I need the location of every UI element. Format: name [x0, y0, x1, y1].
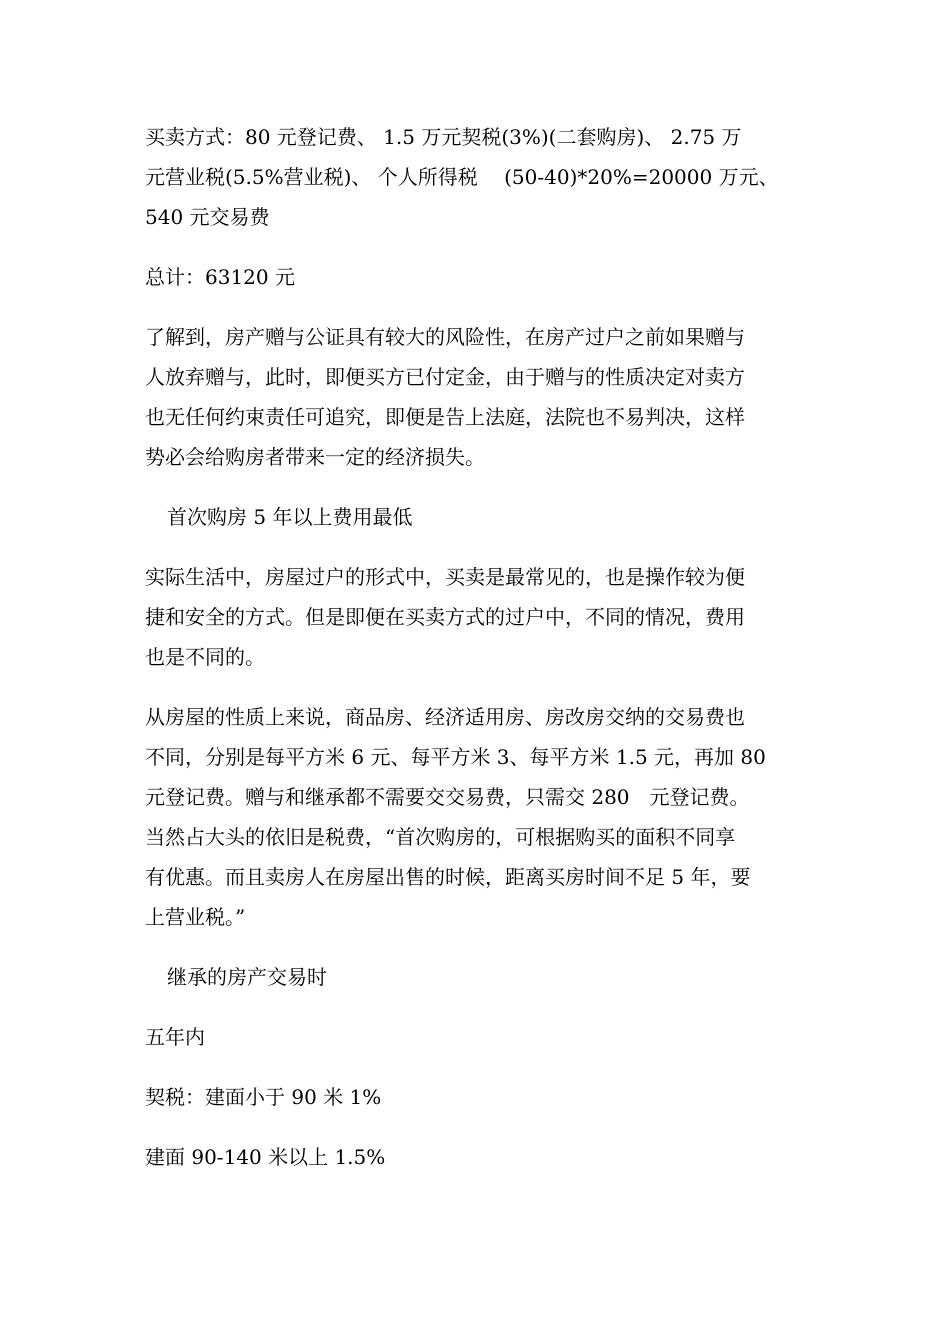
paragraph-gap [145, 1057, 815, 1077]
paragraph-gap [145, 997, 815, 1017]
body-line: 540 元交易费 [145, 205, 270, 229]
paragraph-gap [145, 477, 815, 497]
total-line: 总计：63120 元 [145, 265, 295, 289]
body-line: 势必会给购房者带来一定的经济损失。 [145, 445, 485, 469]
paragraph-gap [145, 677, 815, 697]
paragraph-gap [145, 537, 815, 557]
body-line: 元营业税(5.5%营业税)、 个人所得税 (50-40)*20%=20000 万元、 [145, 165, 779, 189]
body-line: 有优惠。而且卖房人在房屋出售的时候，距离买房时间不足 5 年，要 [145, 865, 751, 889]
paragraph-gap [145, 237, 815, 257]
body-line: 了解到，房产赠与公证具有较大的风险性，在房产过户之前如果赠与 [145, 325, 745, 349]
body-line: 五年内 [145, 1025, 205, 1049]
paragraph-gap [145, 297, 815, 317]
paragraph-gap [145, 937, 815, 957]
body-line: 实际生活中，房屋过户的形式中，买卖是最常见的，也是操作较为便 [145, 565, 745, 589]
section-heading: 首次购房 5 年以上费用最低 [167, 505, 413, 529]
body-line: 从房屋的性质上来说，商品房、经济适用房、房改房交纳的交易费也 [145, 705, 745, 729]
body-line: 买卖方式：80 元登记费、 1.5 万元契税(3%)(二套购房)、 2.75 万 [145, 125, 742, 149]
section-heading: 继承的房产交易时 [167, 965, 327, 989]
body-line: 契税：建面小于 90 米 1% [145, 1085, 382, 1109]
body-line: 建面 90-140 米以上 1.5% [145, 1145, 386, 1169]
document-body [145, 117, 815, 1177]
paragraph-gap [145, 1117, 815, 1137]
body-line: 人放弃赠与，此时，即便买方已付定金，由于赠与的性质决定对卖方 [145, 365, 745, 389]
body-line: 捷和安全的方式。但是即便在买卖方式的过户中，不同的情况，费用 [145, 605, 745, 629]
body-line: 元登记费。赠与和继承都不需要交交易费，只需交 280 元登记费。 [145, 785, 750, 809]
body-line: 上营业税。” [145, 905, 246, 929]
body-line: 也无任何约束责任可追究，即便是告上法庭，法院也不易判决，这样 [145, 405, 745, 429]
body-line: 不同，分别是每平方米 6 元、每平方米 3、每平方米 1.5 元，再加 80 [145, 745, 766, 769]
body-line: 也是不同的。 [145, 645, 265, 669]
body-line: 当然占大头的依旧是税费，“首次购房的，可根据购买的面积不同享 [145, 825, 736, 849]
